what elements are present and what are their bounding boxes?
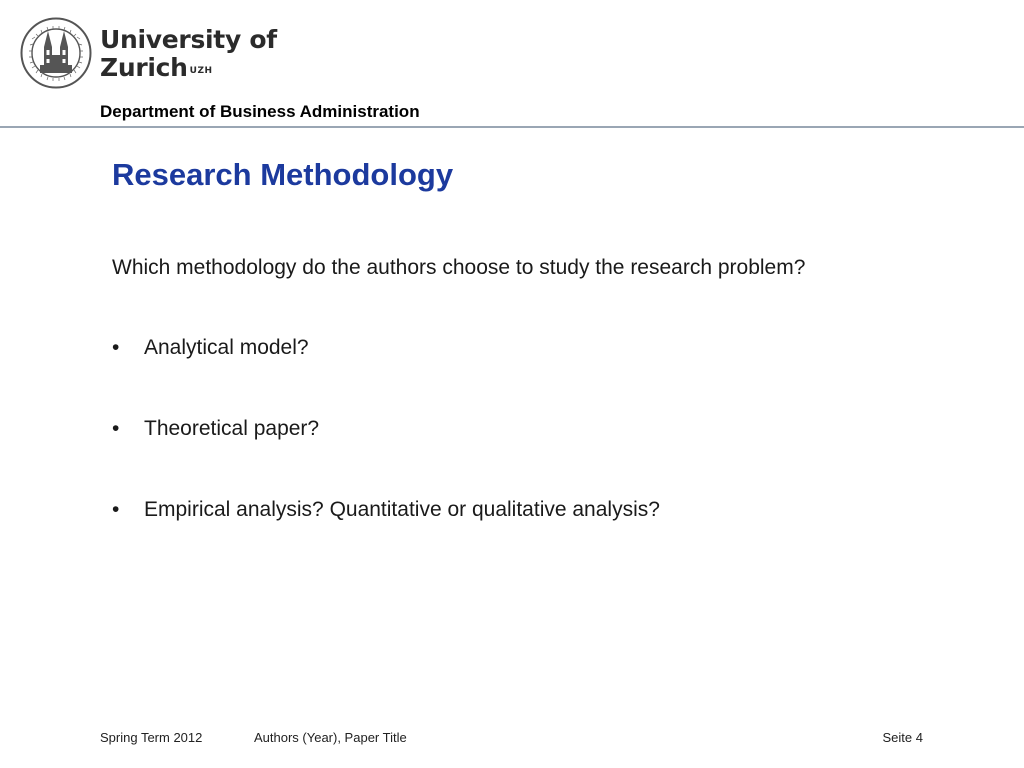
bullet-text: Theoretical paper? <box>144 417 320 440</box>
wordmark-line-1: University of <box>100 25 277 54</box>
bullet-marker: • <box>112 336 120 359</box>
slide-footer <box>0 730 1024 750</box>
slide-question: Which methodology do the authors choose to study the research problem? <box>112 256 806 279</box>
bullet-text: Empirical analysis? Quantitative or qualitative analysis? <box>144 498 660 521</box>
footer-term: Spring Term 2012 <box>100 730 203 745</box>
slide-header <box>0 0 1024 128</box>
bullet-marker: • <box>112 498 120 521</box>
bullet-marker: • <box>112 417 120 440</box>
bullet-text: Analytical model? <box>144 336 309 359</box>
wordmark-uzh-suffix: UZH <box>189 66 213 76</box>
university-wordmark <box>100 26 277 82</box>
slide-title: Research Methodology <box>112 157 454 192</box>
wordmark-zurich: Zurich <box>100 53 188 82</box>
university-seal-icon <box>20 17 92 89</box>
wordmark-line-2 <box>100 54 277 82</box>
department-name: Department of Business Administration <box>100 102 420 121</box>
footer-page-number: Seite 4 <box>882 730 923 745</box>
header-divider <box>0 126 1024 128</box>
footer-reference: Authors (Year), Paper Title <box>254 730 407 745</box>
